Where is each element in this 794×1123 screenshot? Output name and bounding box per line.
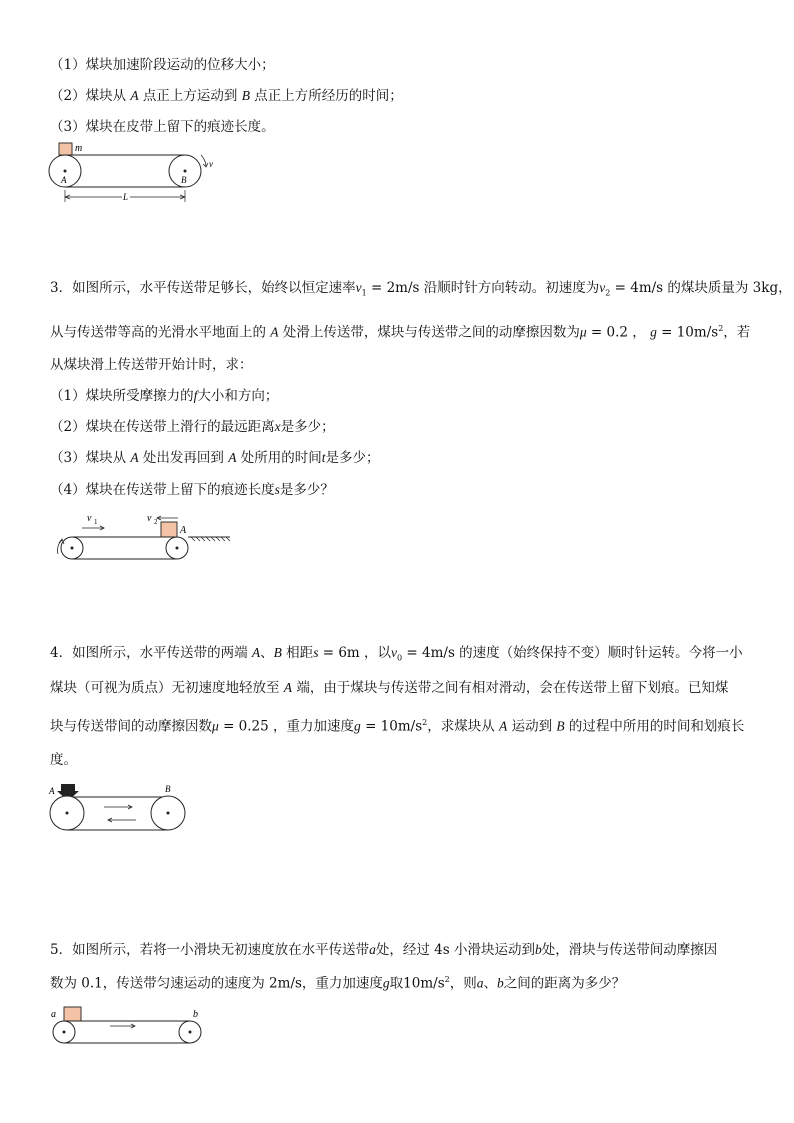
q4-line3: 块与传送带间的动摩擦因数μ = 0.25 ，重力加速度$g = 10m/s^2$，求煤块从 A 运动到 B 的过程中所用的时间和划痕长	[50, 718, 745, 735]
q3-figure	[44, 506, 240, 562]
q3-sub3: （3）煤块从 A 处出发再回到 A 处所用的时间t是多少；	[50, 450, 380, 466]
svg-text:A: A	[61, 175, 67, 185]
block	[161, 522, 177, 537]
svg-text:B: B	[165, 784, 171, 794]
q3-sub4: （4）煤块在传送带上留下的痕迹长度s是多少？	[50, 482, 334, 498]
q2-figure	[44, 140, 224, 206]
q2-sub3: （3）煤块在皮带上留下的痕迹长度。	[50, 119, 275, 135]
q3-sub1: （1）煤块所受摩擦力的f大小和方向；	[50, 388, 279, 404]
q2-sub1: （1）煤块加速阶段运动的位移大小；	[50, 57, 275, 73]
svg-text:v: v	[87, 513, 92, 524]
block-m	[59, 143, 72, 155]
q4-figure	[44, 781, 194, 833]
q3-line1: 3．如图所示，水平传送带足够长，始终以恒定速率$v_1 = 2m/s$ 沿顺时针方向转动。初速度为$v_2 = 4m/s$ 的煤块质量为 3kg，	[50, 280, 792, 298]
q3-line3: 从煤块滑上传送带开始计时，求：	[50, 357, 253, 373]
svg-text:2: 2	[154, 518, 158, 526]
svg-text:b: b	[193, 1009, 198, 1020]
svg-text:L: L	[123, 192, 129, 202]
svg-text:v: v	[209, 159, 213, 169]
svg-text:a: a	[51, 1009, 56, 1020]
q5-line1: 5．如图所示，若将一小滑块无初速度放在水平传送带a处，经过 4s 小滑块运动到b处，滑块与传送带间动摩擦因	[50, 942, 718, 958]
svg-text:1: 1	[94, 518, 98, 526]
q3-sub2: （2）煤块在传送带上滑行的最远距离x是多少；	[50, 419, 335, 435]
q4-line4: 度。	[50, 752, 77, 768]
slider-block	[64, 1007, 81, 1021]
svg-text:v: v	[147, 513, 152, 524]
q2-sub2: （2）煤块从 A 点正上方运动到 B 点正上方所经历的时间；	[50, 88, 403, 104]
svg-text:A: A	[49, 786, 55, 796]
svg-text:A: A	[180, 525, 187, 536]
q3-line2: 从与传送带等高的光滑水平地面上的 A 处滑上传送带，煤块与传送带之间的动摩擦因数为μ = 0.2 ， $g = 10m/s^2$，若	[50, 324, 751, 341]
q5-figure	[46, 1004, 212, 1046]
q4-line2: 煤块（可视为质点）无初速度地轻放至 A 端，由于煤块与传送带之间有相对滑动，会在传送带上留下划痕。已知煤	[50, 680, 729, 696]
q4-line1: 4．如图所示，水平传送带的两端 A、B 相距s = 6m ，以$v_0 = 4m/s$ 的速度（始终保持不变）顺时针运转。今将一小	[50, 645, 743, 663]
svg-text:m: m	[75, 143, 83, 154]
q5-line2: 数为 0.1，传送带匀速运动的速度为 2m/s，重力加速度g取$10m/s^2$，则a、b之间的距离为多少？	[50, 975, 626, 992]
svg-text:B: B	[181, 175, 187, 185]
